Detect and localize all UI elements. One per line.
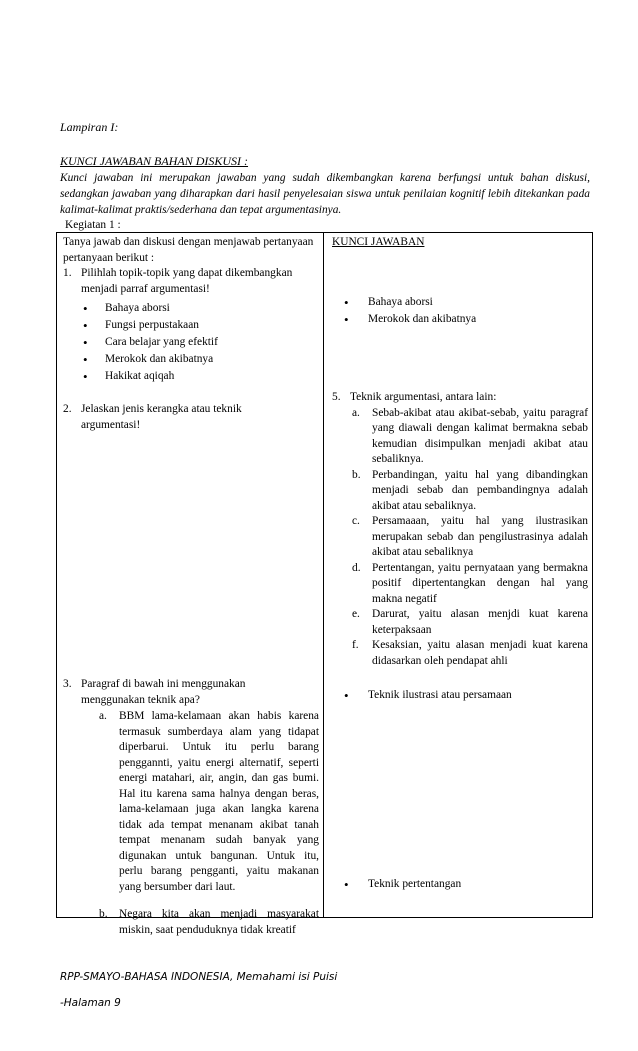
paragraph-text: BBM lama-kelamaan akan habis karena termasuk sumberdaya alam yang tidapat diperbarui. Untuk itu perlu barang penggannti, yaitu energi alternatif, seperti energi matahari, air, angin, dan gas bumi. Hal itu karena sama halnya dengan beras, lama-kelamaan juga akan langka karena tidak ada tempat menanam akibat tanah tempat menanam sudah banyak yang digunakan untuk bangunan. Untuk itu, perlu barang pengganti, yaitu makanan yang bersumber dari laut. bbox=[119, 710, 319, 893]
question-3a bbox=[63, 709, 319, 907]
list-item: • Hakikat aqiqah bbox=[83, 369, 175, 384]
list-item: • Cara belajar yang efektif bbox=[83, 335, 218, 350]
questions-header: Tanya jawab dan diskusi dengan menjawab pertanyaan pertanyaan berikut : bbox=[63, 236, 314, 264]
answers-header: KUNCI JAWABAN bbox=[332, 236, 425, 248]
technique-list bbox=[332, 406, 588, 670]
questions-column bbox=[57, 235, 323, 938]
list-item: c. Persamaaan, yaitu hal yang ilustrasikan merupakan sebab dan pengilustrasinya adalah akibat atau sebaliknya bbox=[352, 515, 588, 558]
list-item: • Teknik pertentangan bbox=[344, 877, 462, 892]
list-item: • Teknik ilustrasi atau persamaan bbox=[344, 688, 512, 703]
list-item: • Bahaya aborsi bbox=[83, 301, 170, 316]
answers-column bbox=[324, 235, 594, 892]
answer-2 bbox=[332, 390, 588, 406]
question-text: Paragraf di bawah ini menggunakan menggunakan teknik apa? bbox=[81, 678, 246, 706]
list-item: d. Pertentangan, yaitu pernyataan yang bermakna positif dipertentangkan dengan hal yang makna negatif bbox=[352, 561, 588, 605]
list-item: b. Perbandingan, yaitu hal yang dibandingkan menjadi sebab dan pembandingnya adalah akibat atau sebaliknya. bbox=[352, 468, 588, 512]
question-3b bbox=[63, 907, 319, 938]
list-item: • Bahaya aborsi bbox=[344, 295, 433, 310]
list-item: • Merokok dan akibatnya bbox=[344, 312, 477, 327]
bullet-icon: • bbox=[344, 877, 349, 892]
bullet-icon: • bbox=[344, 688, 349, 703]
question-3 bbox=[63, 677, 319, 709]
lampiran-label: Lampiran I: bbox=[60, 120, 119, 134]
intro-paragraph bbox=[60, 170, 590, 218]
question-2 bbox=[63, 402, 319, 677]
list-item: • Merokok dan akibatnya bbox=[83, 352, 214, 367]
list-item: e. Darurat, yaitu alasan menjdi kuat karena keterpaksaan bbox=[352, 608, 588, 636]
question-1 bbox=[63, 266, 319, 300]
footer-page: -Halaman 9 bbox=[60, 997, 121, 1009]
bullet-icon: • bbox=[83, 352, 88, 367]
answer-number: 5. bbox=[332, 391, 341, 403]
bullet-icon: • bbox=[344, 312, 349, 327]
item-label: b. bbox=[99, 908, 108, 920]
list-item: a. Sebab-akibat atau akibat-sebab, yaitu paragraf yang diawali dengan kalimat bermakna sebab kemudian disimpulkan menjadi akibat atau sebaliknya. bbox=[352, 406, 588, 465]
activity-label: Kegiatan 1 : bbox=[65, 219, 121, 231]
question-number: 1. bbox=[63, 267, 72, 279]
answer-table bbox=[56, 232, 593, 936]
question-number: 2. bbox=[63, 403, 72, 415]
question-number: 3. bbox=[63, 678, 72, 690]
intro-text: Kunci jawaban ini merupakan jawaban yang sudah dikembangkan karena berfungsi untuk bahan diskusi, sedangkan jawaban yang diharapkan dari hasil penyelesaian siswa untuk penilaian kognitif lebih ditekankan pada kalimat-kalimat praktis/sederhana dan tepat argumentasinya. bbox=[60, 172, 590, 216]
paragraph-text: Negara kita akan menjadi masyarakat miskin, saat penduduknya tidak kreatif bbox=[119, 908, 319, 936]
bullet-icon: • bbox=[83, 318, 88, 333]
topic-list bbox=[63, 300, 319, 385]
bullet-icon: • bbox=[83, 301, 88, 316]
bullet-icon: • bbox=[344, 295, 349, 310]
list-item: f. Kesaksian, yaitu alasan menjadi kuat karena didasarkan oleh pendapat ahli bbox=[352, 639, 588, 667]
bullet-icon: • bbox=[83, 335, 88, 350]
footer-title: RPP-SMAYO-BAHASA INDONESIA, Memahami isi Puisi bbox=[60, 971, 338, 983]
item-label: a. bbox=[99, 710, 107, 722]
answer-key-title: KUNCI JAWABAN BAHAN DISKUSI : bbox=[60, 154, 249, 168]
question-text: Pilihlah topik-topik yang dapat dikembangkan menjadi parraf argumentasi! bbox=[81, 267, 293, 295]
bullet-icon: • bbox=[83, 369, 88, 384]
question-text: Jelaskan jenis kerangka atau teknik argumentasi! bbox=[81, 403, 242, 431]
list-item: • Fungsi perpustakaan bbox=[83, 318, 199, 333]
answer-text: Teknik argumentasi, antara lain: bbox=[350, 391, 497, 403]
